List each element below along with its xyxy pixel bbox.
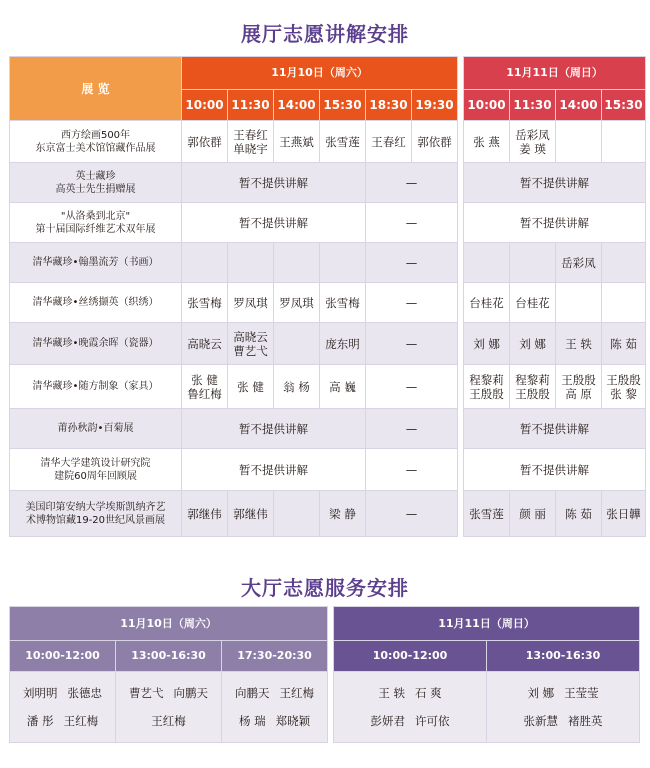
volunteer-name: 张 燕 (473, 134, 500, 149)
volunteer-name: 王燕斌 (279, 134, 314, 149)
volunteer-name: 郭继伟 (187, 506, 222, 521)
volunteer-name: 王 轶 (378, 686, 406, 700)
schedule-cell (556, 491, 602, 537)
schedule-cell (510, 243, 556, 283)
schedule-cell (228, 491, 274, 537)
volunteer-name: 鲁红梅 (187, 386, 222, 401)
volunteer-name: 王 轶 (565, 336, 592, 351)
volunteer-name: 张雪梅 (187, 295, 222, 310)
volunteer-name: 王殷殷 (469, 386, 504, 401)
schedule-cell (320, 121, 366, 163)
exhibit-row (10, 491, 646, 537)
volunteer-line (222, 679, 327, 707)
no-guide-notice: 暂不提供讲解 (182, 163, 366, 203)
volunteer-line (10, 707, 115, 735)
exhibit-row (10, 323, 646, 365)
time-slot-header: 15:30 (602, 90, 646, 121)
schedule-cell (464, 283, 510, 323)
exhibit-name-line: 英士藏珍 (75, 170, 116, 182)
schedule-cell (228, 121, 274, 163)
exhibit-name (10, 409, 182, 449)
schedule-cell (274, 323, 320, 365)
volunteer-name: 岳彩凤 (515, 127, 550, 142)
schedule-cell (228, 323, 274, 365)
exhibit-row (10, 243, 646, 283)
volunteer-name: 向鹏天 (235, 686, 270, 700)
exhibit-schedule-table (9, 56, 646, 537)
hall-time-slot: 13:00-16:30 (487, 641, 640, 672)
volunteer-name: 郑晓颖 (275, 714, 311, 728)
hall-volunteers-cell (116, 672, 222, 743)
volunteer-name: 张德忠 (67, 686, 102, 700)
schedule-cell (464, 365, 510, 409)
volunteer-name: 张 健 (191, 372, 218, 387)
schedule-cell (602, 283, 646, 323)
exhibit-name-line: 西方绘画500年 (60, 129, 131, 141)
schedule-cell (366, 121, 412, 163)
exhibit-section-title: 展厅志愿讲解安排 (241, 22, 409, 46)
volunteer-name: 彭妍君 (370, 714, 406, 728)
evening-dash: — (366, 203, 458, 243)
evening-dash: — (366, 365, 458, 409)
schedule-cell (602, 365, 646, 409)
volunteer-name: 高晓云 (233, 329, 268, 344)
volunteer-name: 颜 丽 (519, 506, 546, 521)
time-slot-header: 10:00 (464, 90, 510, 121)
time-slot-header: 18:30 (366, 90, 412, 121)
exhibit-row (10, 365, 646, 409)
volunteer-name: 向鹏天 (173, 686, 208, 700)
time-slot-header: 10:00 (182, 90, 228, 121)
volunteer-name: 陈 茹 (610, 336, 637, 351)
no-guide-notice: 暂不提供讲解 (464, 203, 646, 243)
evening-dash: — (366, 409, 458, 449)
exhibit-name-line: 高英士先生捐赠展 (55, 183, 136, 195)
schedule-cell (464, 243, 510, 283)
exhibit-name (10, 491, 182, 537)
header-row-dates (10, 57, 646, 90)
volunteer-name: 王春红 (233, 127, 268, 142)
volunteer-name: 王殷殷 (561, 372, 596, 387)
schedule-cell (464, 323, 510, 365)
schedule-cell (274, 243, 320, 283)
schedule-cell (602, 323, 646, 365)
volunteer-name: 刘明明 (23, 686, 58, 700)
volunteer-name: 高 原 (565, 386, 592, 401)
hall-volunteers-cell (334, 672, 487, 743)
exhibit-row (10, 121, 646, 163)
schedule-cell (510, 283, 556, 323)
hall-day2-header: 11月11日（周日） (334, 607, 640, 641)
hall-time-slot: 13:00-16:30 (116, 641, 222, 672)
exhibit-name (10, 203, 182, 243)
exhibit-name (10, 283, 182, 323)
exhibit-name-line: 东京富士美术馆馆藏作品展 (35, 142, 156, 154)
volunteer-name: 台桂花 (469, 295, 504, 310)
schedule-cell (274, 491, 320, 537)
exhibit-name-line: 清华藏珍•翰墨流芳（书画） (32, 257, 159, 268)
hall-header-dates (10, 607, 640, 641)
volunteer-name: 许可依 (415, 714, 450, 728)
volunteer-name: 罗凤琪 (233, 295, 268, 310)
volunteer-name: 郭依群 (187, 134, 222, 149)
time-slot-header: 11:30 (228, 90, 274, 121)
volunteer-name: 刘 娜 (473, 336, 500, 351)
schedule-cell (556, 243, 602, 283)
exhibit-name-line: 清华大学建筑设计研究院 (40, 457, 151, 469)
volunteer-name: 高 巍 (329, 379, 356, 394)
exhibit-name-line: 清华藏珍•丝绣撷英（织绣） (32, 297, 159, 308)
schedule-cell (182, 491, 228, 537)
time-slot-header: 19:30 (412, 90, 458, 121)
volunteer-name: 王春红 (371, 134, 406, 149)
volunteer-name: 石 爽 (415, 686, 442, 700)
volunteer-name: 台桂花 (515, 295, 550, 310)
schedule-cell (464, 491, 510, 537)
schedule-cell (320, 365, 366, 409)
exhibit-row (10, 163, 646, 203)
schedule-cell (412, 121, 458, 163)
volunteer-name: 王红梅 (279, 686, 315, 700)
time-slot-header: 15:30 (320, 90, 366, 121)
exhibit-name-line: 清华藏珍•晚霞余晖（瓷器） (32, 338, 159, 349)
schedule-cell (182, 323, 228, 365)
volunteer-name: 潘 彤 (26, 714, 54, 728)
no-guide-notice: 暂不提供讲解 (464, 409, 646, 449)
exhibit-name (10, 121, 182, 163)
volunteer-name: 张雪莲 (325, 134, 360, 149)
schedule-cell (320, 491, 366, 537)
schedule-cell (556, 283, 602, 323)
volunteer-name: 褚胜英 (568, 714, 603, 728)
schedule-cell (274, 283, 320, 323)
time-slot-header: 14:00 (556, 90, 602, 121)
hall-header-times (10, 641, 640, 672)
schedule-cell (320, 243, 366, 283)
schedule-cell (510, 323, 556, 365)
volunteer-line (222, 707, 327, 735)
corner-header: 展 览 (10, 57, 182, 121)
exhibit-row (10, 449, 646, 491)
volunteer-name: 庞东明 (325, 336, 360, 351)
volunteer-name: 岳彩凤 (561, 255, 596, 270)
volunteer-line (10, 679, 115, 707)
hall-volunteers-cell (487, 672, 640, 743)
time-slot-header: 11:30 (510, 90, 556, 121)
volunteer-name: 单晓宇 (233, 141, 268, 156)
exhibit-name (10, 243, 182, 283)
volunteer-name: 张新慧 (523, 714, 559, 728)
volunteer-line (334, 707, 486, 735)
hall-section-title: 大厅志愿服务安排 (241, 576, 409, 600)
evening-dash: — (366, 163, 458, 203)
volunteer-name: 刘 娜 (527, 686, 555, 700)
no-guide-notice: 暂不提供讲解 (182, 449, 366, 491)
schedule-cell (228, 283, 274, 323)
schedule-cell (182, 243, 228, 283)
volunteer-name: 杨 瑞 (238, 714, 266, 728)
no-guide-notice: 暂不提供讲解 (464, 449, 646, 491)
exhibit-row (10, 283, 646, 323)
volunteer-name: 王红梅 (63, 714, 99, 728)
hall-day1-header: 11月10日（周六） (10, 607, 328, 641)
evening-dash: — (366, 323, 458, 365)
volunteer-name: 张 黎 (610, 386, 637, 401)
schedule-cell (602, 491, 646, 537)
time-slot-header: 14:00 (274, 90, 320, 121)
volunteer-name: 程黎莉 (469, 372, 504, 387)
schedule-cell (602, 121, 646, 163)
schedule-cell (556, 323, 602, 365)
volunteer-name: 翁 杨 (283, 379, 310, 394)
volunteer-name: 张雪梅 (325, 295, 360, 310)
schedule-cell (556, 365, 602, 409)
volunteer-name: 曹艺弋 (233, 343, 268, 358)
volunteer-name: 陈 茹 (565, 506, 592, 521)
exhibit-name-line: 建院60周年回顾展 (54, 470, 137, 482)
schedule-cell (464, 121, 510, 163)
evening-dash: — (366, 283, 458, 323)
schedule-cell (182, 283, 228, 323)
volunteer-name: 张雪莲 (469, 506, 504, 521)
schedule-cell (510, 491, 556, 537)
volunteer-name: 罗凤琪 (279, 295, 314, 310)
schedule-cell (228, 243, 274, 283)
volunteer-name: 郭依群 (417, 134, 452, 149)
volunteer-name: 王殷殷 (606, 372, 641, 387)
exhibit-name-line: 术博物馆藏19-20世纪风景画展 (25, 514, 166, 526)
volunteer-name: 刘 娜 (519, 336, 546, 351)
hall-volunteers-cell (222, 672, 328, 743)
exhibit-name-line: "从洛桑到北京" (60, 210, 131, 222)
schedule-cell (182, 365, 228, 409)
exhibit-name (10, 365, 182, 409)
exhibit-name-line: 第十届国际纤维艺术双年展 (35, 223, 156, 235)
volunteer-name: 程黎莉 (515, 372, 550, 387)
evening-dash: — (366, 449, 458, 491)
exhibit-name-line: 莆孙秋韵•百菊展 (57, 423, 134, 434)
volunteer-name: 高晓云 (187, 336, 222, 351)
evening-dash: — (366, 491, 458, 537)
exhibit-name-line: 清华藏珍•随方制象（家具） (32, 381, 159, 392)
no-guide-notice: 暂不提供讲解 (182, 409, 366, 449)
volunteer-line (334, 679, 486, 707)
hall-volunteers-row (10, 672, 640, 743)
no-guide-notice: 暂不提供讲解 (182, 203, 366, 243)
exhibit-name (10, 449, 182, 491)
hall-time-slot: 17:30-20:30 (222, 641, 328, 672)
volunteer-name: 王殷殷 (515, 386, 550, 401)
day1-header: 11月10日（周六） (182, 57, 458, 90)
volunteer-name: 郭继伟 (233, 506, 268, 521)
schedule-cell (510, 365, 556, 409)
hall-schedule-table (9, 606, 640, 743)
volunteer-name: 张日韡 (606, 506, 641, 521)
exhibit-name-line: 美国印第安纳大学埃斯凯纳齐艺 (25, 501, 166, 513)
volunteer-line (116, 679, 221, 707)
volunteer-name: 王莹莹 (564, 686, 599, 700)
no-guide-notice: 暂不提供讲解 (464, 163, 646, 203)
volunteer-name: 王红梅 (151, 714, 186, 728)
exhibit-name (10, 323, 182, 365)
schedule-cell (182, 121, 228, 163)
hall-time-slot: 10:00-12:00 (334, 641, 487, 672)
hall-volunteers-cell (10, 672, 116, 743)
schedule-cell (228, 365, 274, 409)
volunteer-line (116, 707, 221, 735)
schedule-cell (602, 243, 646, 283)
schedule-cell (274, 365, 320, 409)
volunteer-line (487, 707, 639, 735)
schedule-cell (274, 121, 320, 163)
evening-dash: — (366, 243, 458, 283)
volunteer-name: 张 健 (237, 379, 264, 394)
hall-time-slot: 10:00-12:00 (10, 641, 116, 672)
schedule-cell (320, 323, 366, 365)
schedule-cell (556, 121, 602, 163)
day2-header: 11月11日（周日） (464, 57, 646, 90)
volunteer-name: 曹艺弋 (129, 686, 164, 700)
exhibit-name (10, 163, 182, 203)
volunteer-line (487, 679, 639, 707)
exhibit-row (10, 409, 646, 449)
schedule-cell (510, 121, 556, 163)
exhibit-row (10, 203, 646, 243)
volunteer-name: 姜 瑛 (519, 141, 546, 156)
volunteer-name: 梁 静 (329, 506, 356, 521)
schedule-cell (320, 283, 366, 323)
